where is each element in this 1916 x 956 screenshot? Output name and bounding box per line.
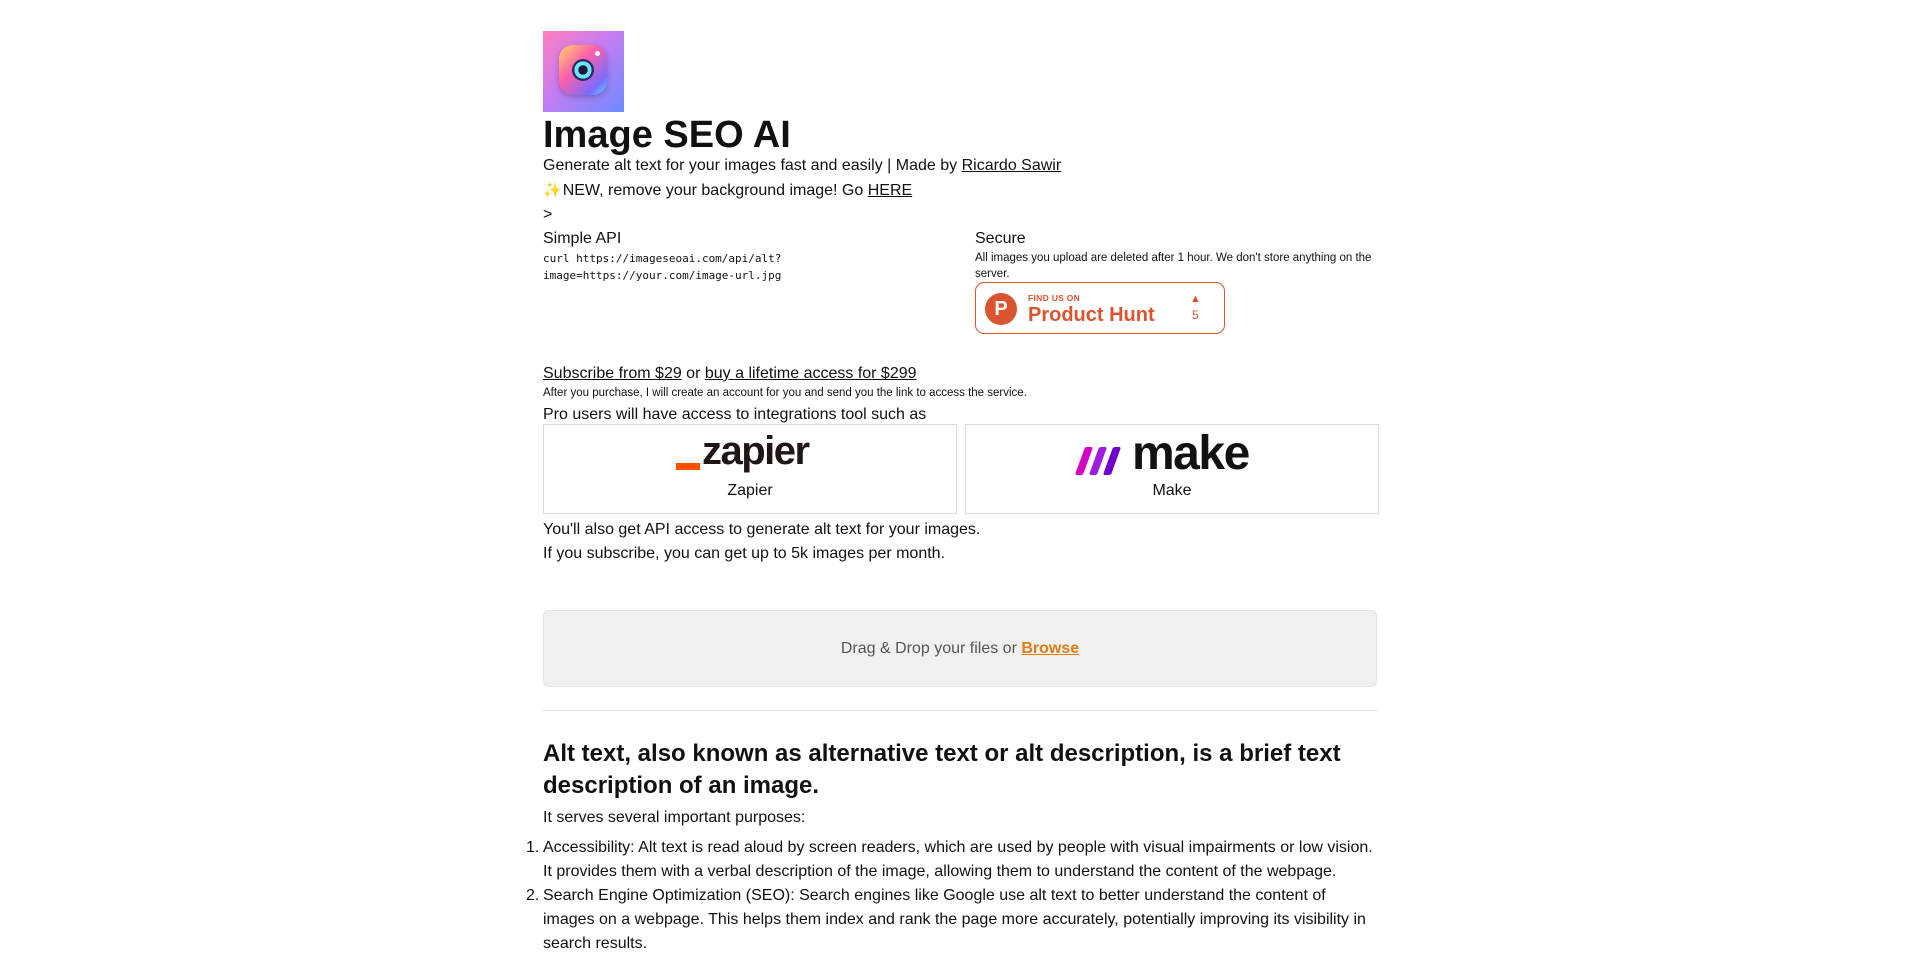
api-access-text: You'll also get API access to generate alt text for your images. [543,521,981,538]
dropzone-text: Drag & Drop your files or [840,640,1022,657]
integration-label: Make [1152,482,1192,499]
new-feature-text: NEW, remove your background image! Go [562,182,868,199]
divider [543,710,1377,711]
pricing-or: or [681,365,705,382]
camera-icon [559,45,607,95]
product-hunt-name: Product Hunt [1028,304,1155,326]
purposes-list [526,836,1377,956]
secure-title: Secure [975,230,1026,247]
tagline [543,154,1061,178]
sparkles-icon: ✨ [543,182,562,199]
simple-api-title: Simple API [543,230,622,247]
file-dropzone[interactable] [543,610,1377,687]
integration-card-make[interactable]: make Make [965,424,1379,514]
list-item: 2. Search Engine Optimization (SEO): Search engines like Google use alt text to better understand the content of images on a webpage. This helps them index and rank the page more accurately, potentially improving its visibility in search results. [526,887,1366,952]
app-logo [543,31,624,112]
api-code: curl https://imageseoai.com/api/alt?image=https://your.com/image-url.jpg [543,252,782,282]
pricing-line [543,362,917,386]
upvote-count: 5 [1192,308,1199,322]
list-item-text: Search Engine Optimization (SEO): Search engines like Google use alt text to better understand the content of images on a webpage. This helps them index and rank the page more accurately, potentially improving its visibility in search results. [543,887,1366,952]
integration-label: Zapier [727,482,773,499]
caret-text: > [543,206,553,223]
product-hunt-badge[interactable] [975,282,1225,334]
article-intro: It serves several important purposes: [543,809,806,826]
list-item: 1. Accessibility: Alt text is read aloud by screen readers, which are used by people with visual impairments or low vision. It provides them with a verbal description of the image, allowing them to understand the content of the webpage. [526,839,1373,880]
subscribe-link[interactable]: Subscribe from $29 [543,365,682,382]
product-hunt-icon: P [985,293,1017,325]
author-link[interactable]: Ricardo Sawir [961,157,1062,174]
upvote-icon: ▲ [1190,293,1201,305]
pro-users-text: Pro users will have access to integrations tool such as [543,406,927,423]
article-heading: Alt text, also known as alternative text or alt description, is a brief text description of an image. [543,740,1341,799]
subscribe-limit-text: If you subscribe, you can get up to 5k images per month. [543,545,945,562]
secure-text: All images you upload are deleted after 1 hour. We don't store anything on the server. [975,252,1372,280]
page-title: Image SEO AI [543,114,791,156]
background-removal-link[interactable]: HERE [867,182,913,199]
browse-link[interactable]: Browse [1021,640,1080,657]
list-item-text: Accessibility: Alt text is read aloud by screen readers, which are used by people with visual impairments or low vision. It provides them with a verbal description of the image, allowing them to understand the content of the webpage. [543,839,1373,880]
lifetime-access-link[interactable]: buy a lifetime access for $299 [704,365,917,382]
tagline-text: Generate alt text for your images fast and easily | Made by [543,157,962,174]
purchase-note: After you purchase, I will create an account for you and send you the link to access the service. [543,387,1027,399]
integration-card-zapier[interactable]: zapier Zapier [543,424,957,514]
new-feature-notice [543,179,912,203]
product-hunt-small-text: FIND US ON [1028,293,1081,303]
